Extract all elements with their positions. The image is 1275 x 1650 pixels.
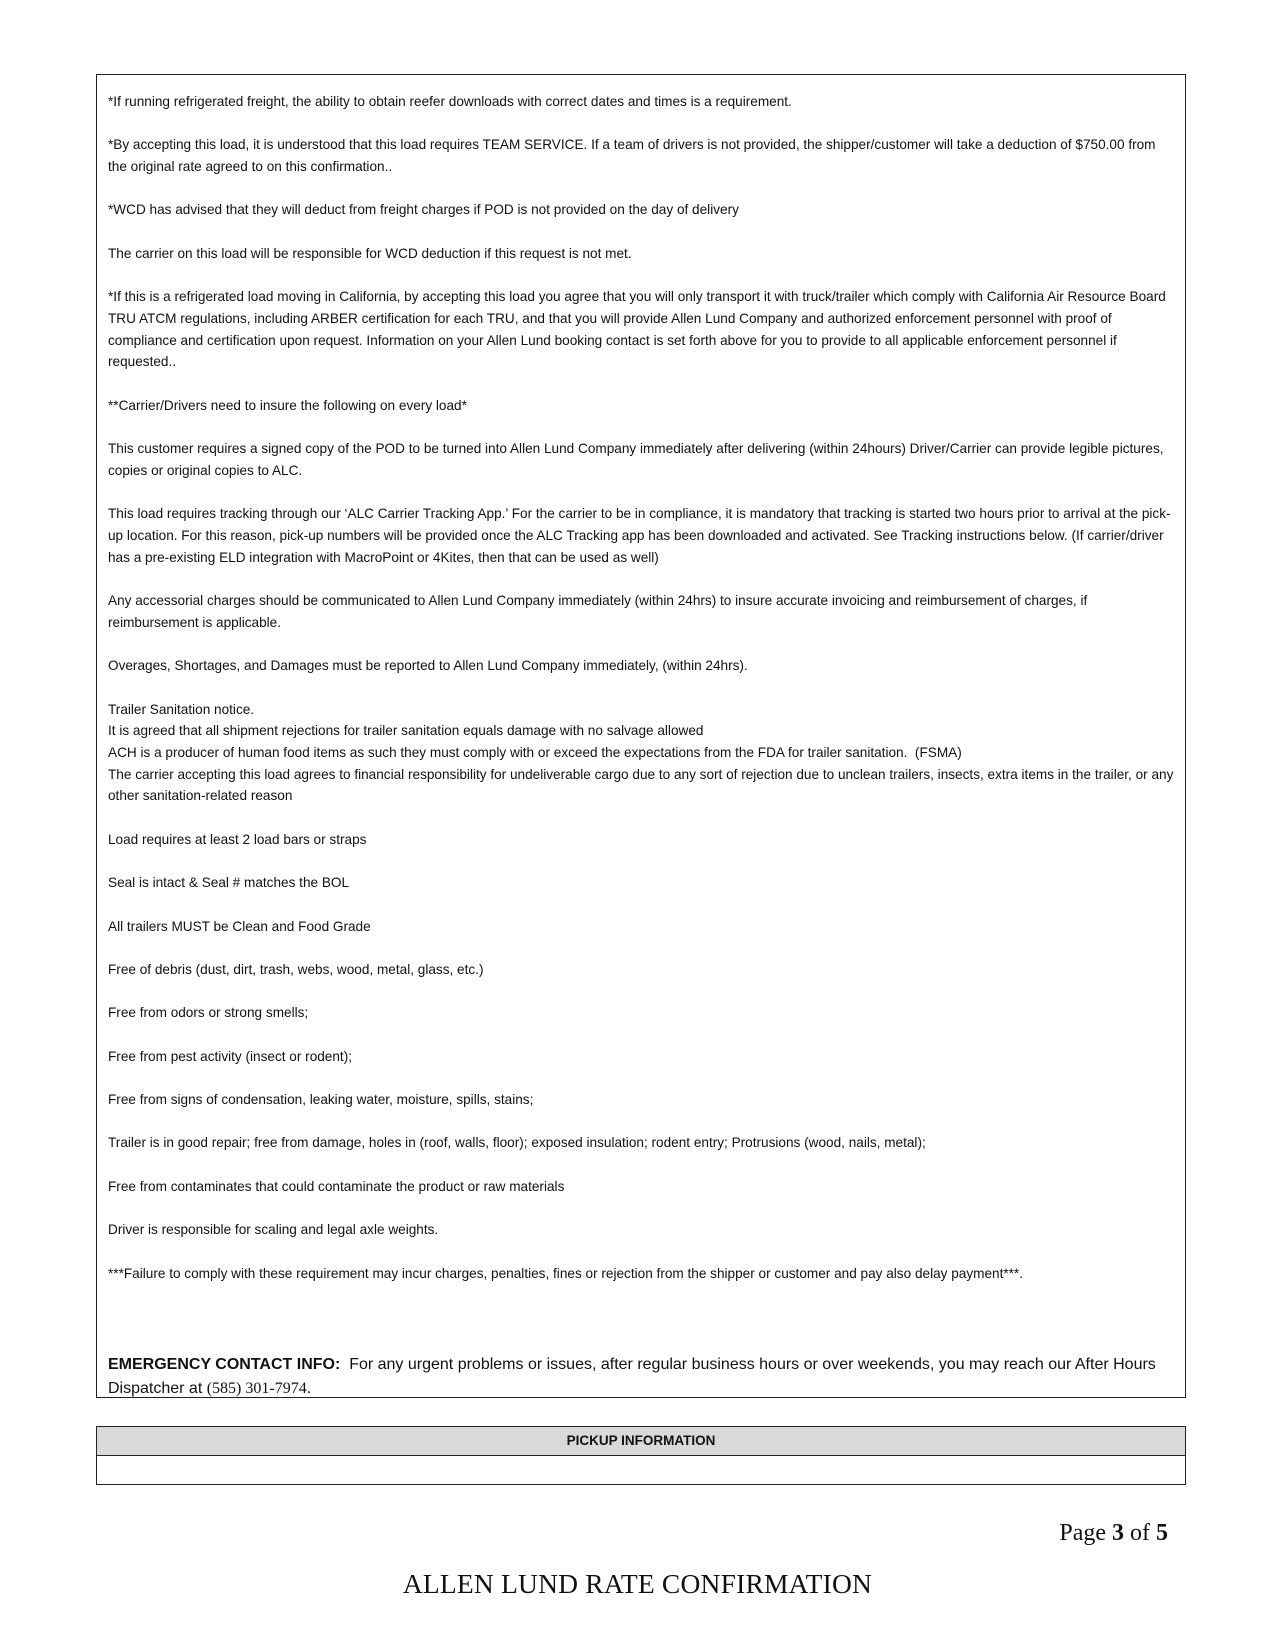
emergency-contact <box>108 1353 1175 1401</box>
term-paragraph: Free from signs of condensation, leaking water, moisture, spills, stains; <box>108 1092 534 1108</box>
term-paragraph: Load requires at least 2 load bars or straps <box>108 831 367 847</box>
term-paragraph: Any accessorial charges should be communicated to Allen Lund Company immediately (within 24hrs) to insure accurate invoicing and reimbursement of charges, if reimbursement is applicable. <box>108 593 1092 630</box>
page-current: 3 <box>1112 1520 1124 1546</box>
page-number <box>1059 1520 1168 1547</box>
term-paragraph: *By accepting this load, it is understood that this load requires TEAM SERVICE. If a team of drivers is not provided, the shipper/customer will take a deduction of $750.00 from the original rate agreed to on this confirmation.. <box>108 137 1160 175</box>
term-paragraph: *If this is a refrigerated load moving in California, by accepting this load you agree that you will only transport it with truck/trailer which comply with California Air Resource Board TRU ATCM regulations, including ARBER certification for each TRU, and that you will provide Allen Lund Company and authorized enforcement personnel with proof of compliance and certification upon request. Information on your Allen Lund booking contact is set forth above for you to provide to all applicable enforcement personnel if requested.. <box>108 289 1170 370</box>
emergency-text: For any urgent problems or issues, after regular business hours or over weekends, you may reach our After Hours Dispatcher at <box>108 1356 1156 1397</box>
page-total: 5 <box>1156 1520 1168 1546</box>
term-paragraph: Overages, Shortages, and Damages must be reported to Allen Lund Company immediately, (within 24hrs). <box>108 658 748 674</box>
terms-list <box>108 91 1175 1284</box>
pickup-information-table <box>96 1426 1186 1485</box>
term-paragraph: Seal is intact & Seal # matches the BOL <box>108 875 350 891</box>
term-paragraph: Free of debris (dust, dirt, trash, webs, wood, metal, glass, etc.) <box>108 961 484 977</box>
term-paragraph: ***Failure to comply with these requirement may incur charges, penalties, fines or rejection from the shipper or customer and pay also delay payment***. <box>108 1265 1024 1281</box>
term-paragraph: *WCD has advised that they will deduct from freight charges if POD is not provided on the day of delivery <box>108 202 739 218</box>
pickup-information-body <box>97 1456 1185 1484</box>
term-paragraph: Trailer Sanitation notice. It is agreed that all shipment rejections for trailer sanitation equals damage with no salvage allowed ACH is a producer of human food items as such they must comply with or exceed the expectations from the FDA for trailer sanitation. (FSMA) The carrier accepting this load agrees to financial responsibility for undeliverable cargo due to any sort of rejection due to unclean trailers, insects, extra items in the trailer, or any other sanitation-related reason <box>108 701 1174 804</box>
term-paragraph: **Carrier/Drivers need to insure the following on every load* <box>108 397 467 413</box>
term-paragraph: All trailers MUST be Clean and Food Grade <box>108 918 371 934</box>
term-paragraph: Driver is responsible for scaling and legal axle weights. <box>108 1222 439 1238</box>
footer-title: ALLEN LUND RATE CONFIRMATION <box>402 1568 873 1599</box>
terms-box <box>96 74 1186 1398</box>
term-paragraph: Free from contaminates that could contaminate the product or raw materials <box>108 1178 565 1194</box>
term-paragraph: This load requires tracking through our ‘ALC Carrier Tracking App.’ For the carrier to be in compliance, it is mandatory that tracking is started two hours prior to arrival at the pick-up location. For this reason, pick-up numbers will be provided once the ALC Tracking app has been downloaded and activated. See Tracking instructions below. (If carrier/driver has a pre-existing ELD integration with MacroPoint or 4Kites, then that can be used as well) <box>108 506 1171 565</box>
emergency-period: . <box>306 1380 312 1397</box>
emergency-label: EMERGENCY CONTACT INFO: <box>108 1356 341 1373</box>
term-paragraph: Trailer is in good repair; free from damage, holes in (roof, walls, floor); exposed insulation; rodent entry; Protrusions (wood, nails, metal); <box>108 1135 926 1151</box>
term-paragraph: Free from odors or strong smells; <box>108 1005 309 1021</box>
term-paragraph: Free from pest activity (insect or rodent); <box>108 1048 353 1064</box>
pickup-information-header: PICKUP INFORMATION <box>97 1427 1185 1456</box>
page-of: of <box>1130 1520 1150 1546</box>
term-paragraph: *If running refrigerated freight, the ability to obtain reefer downloads with correct dates and times is a requirement. <box>108 94 792 109</box>
term-paragraph: This customer requires a signed copy of the POD to be turned into Allen Lund Company immediately after delivering (within 24hours) Driver/Carrier can provide legible pictures, copies or original copies to ALC. <box>108 441 1168 478</box>
page-prefix: Page <box>1059 1520 1106 1546</box>
emergency-phone: (585) 301-7974 <box>206 1380 307 1397</box>
term-paragraph: The carrier on this load will be responsible for WCD deduction if this request is not met. <box>108 245 632 261</box>
